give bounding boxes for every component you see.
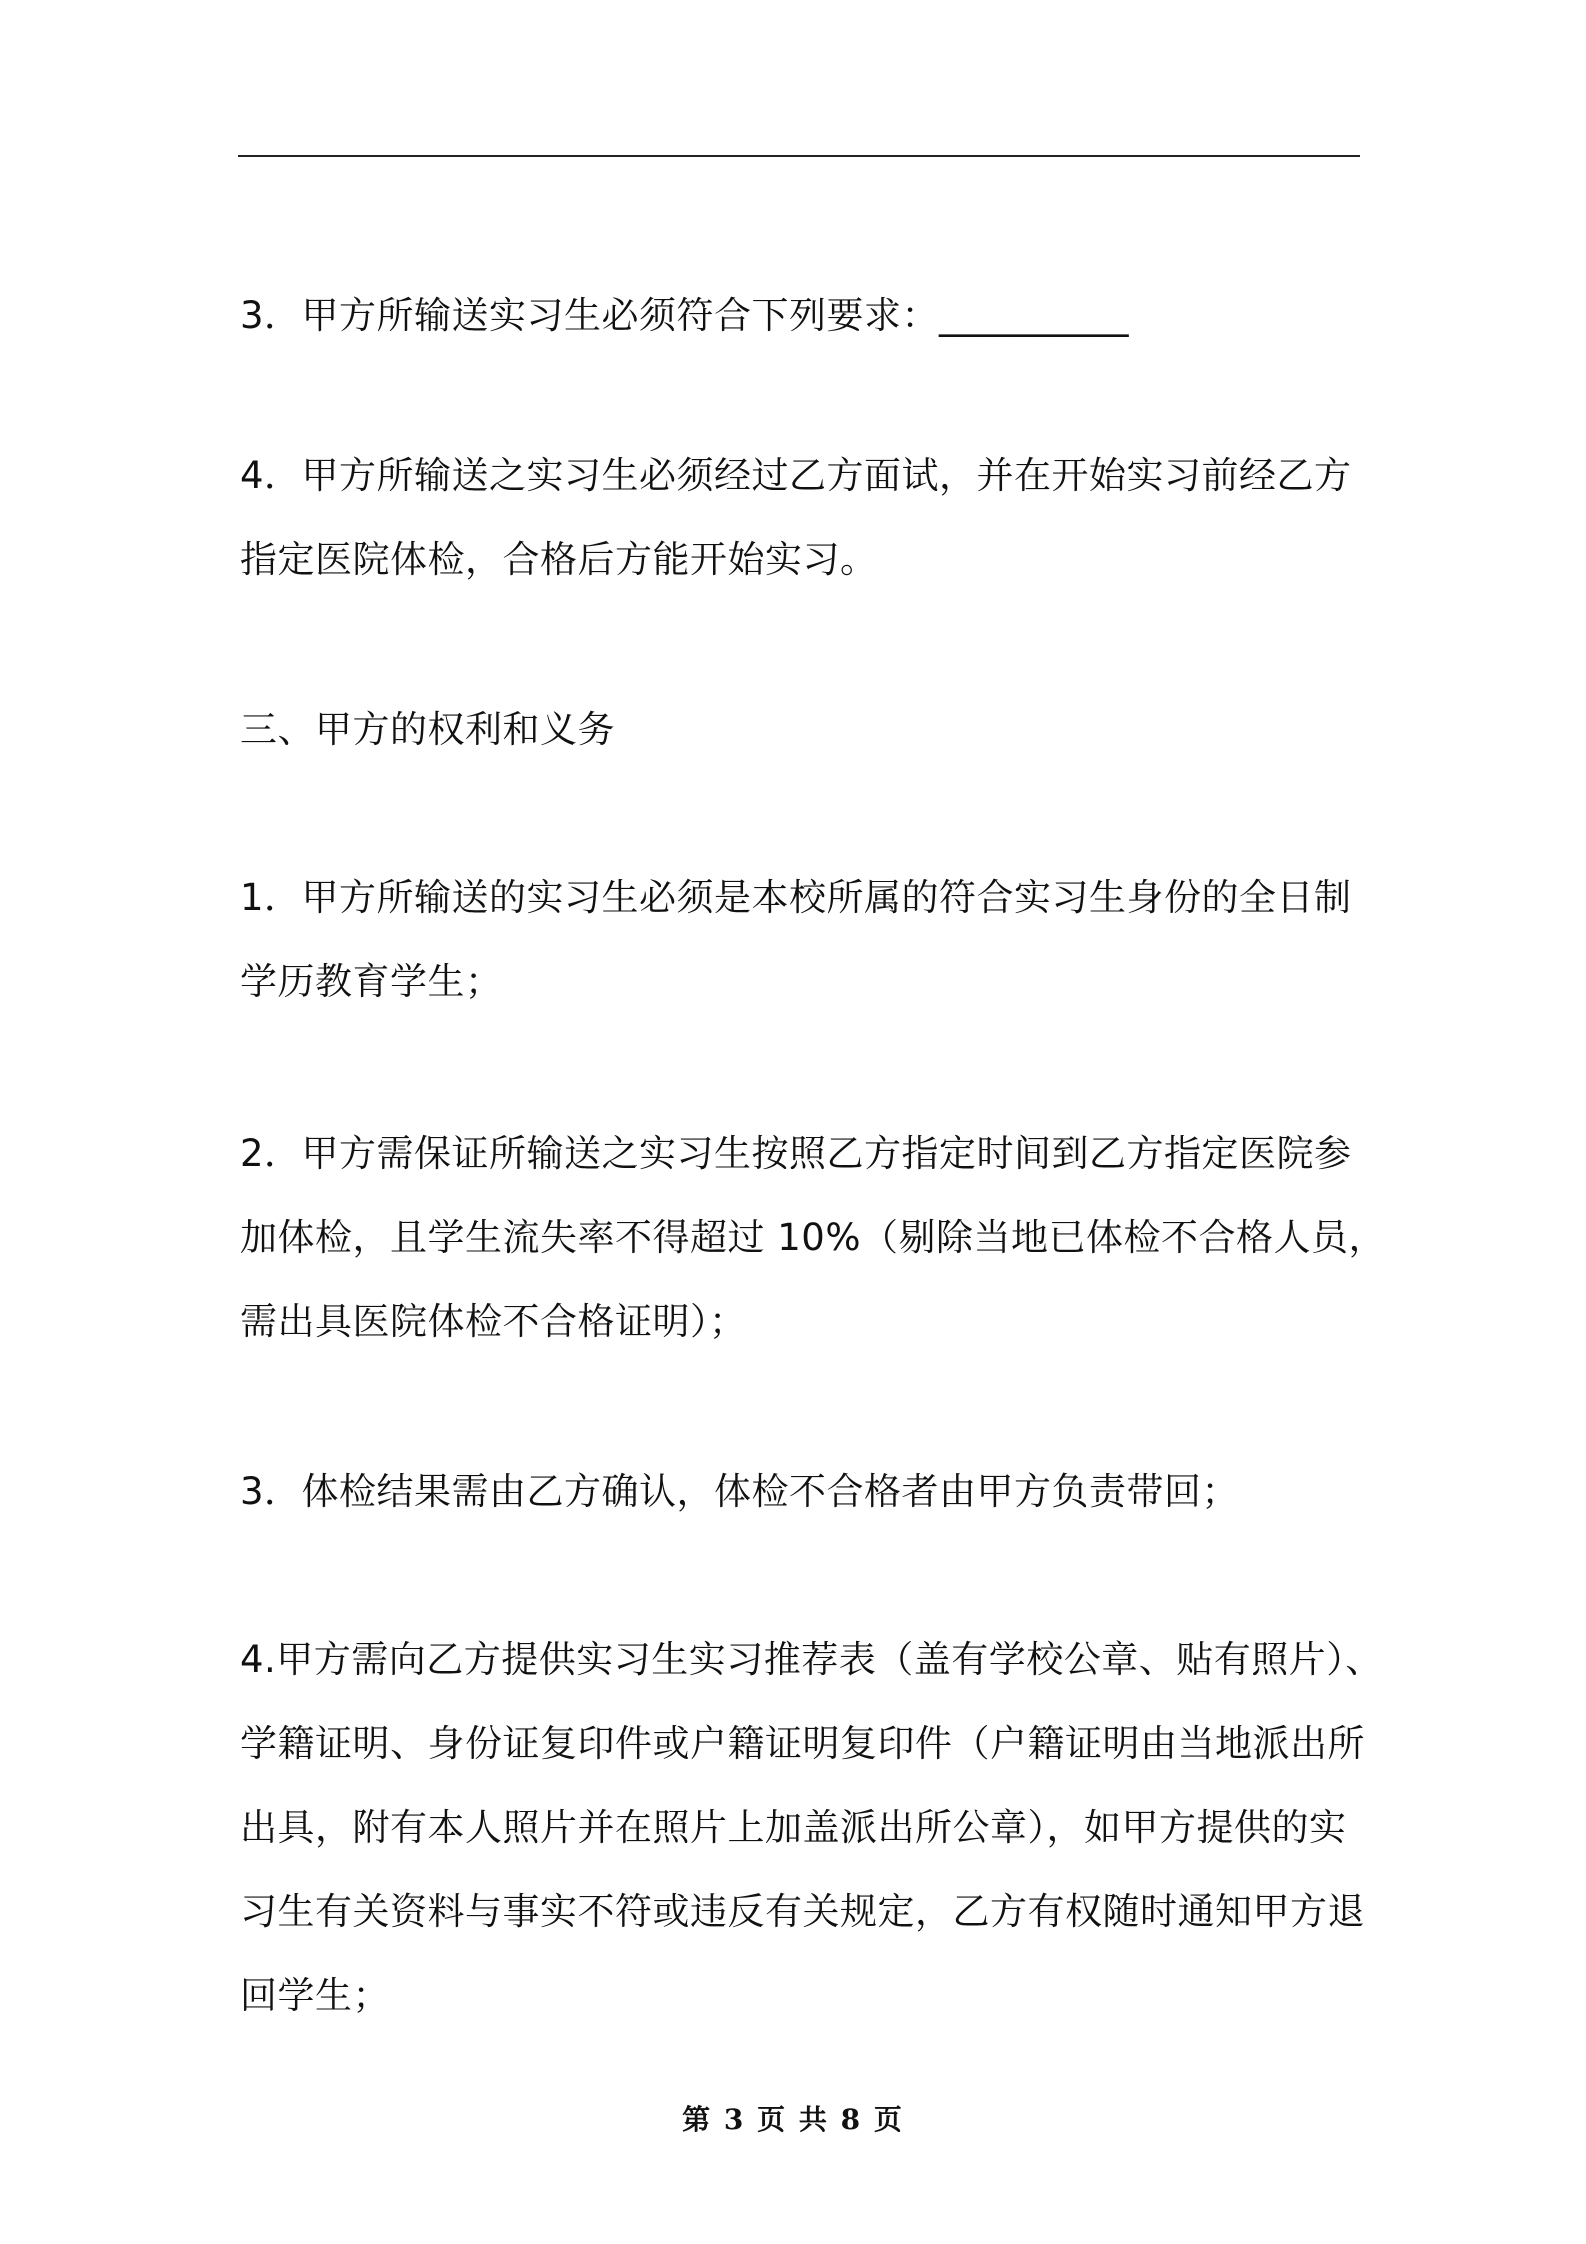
paragraph-requirements bbox=[240, 274, 1365, 358]
paragraph-interview-checkup bbox=[240, 434, 1365, 602]
text-line: 1．甲方所输送的实习生必须是本校所属的符合实习生身份的全日制 bbox=[240, 876, 1352, 919]
text-line: 学历教育学生； bbox=[240, 960, 503, 1003]
text-line: 回学生； bbox=[240, 1974, 390, 2017]
text-line: 加体检，且学生流失率不得超过 10%（剔除当地已体检不合格人员， bbox=[240, 1216, 1386, 1259]
text-line: 指定医院体检，合格后方能开始实习。 bbox=[240, 538, 878, 581]
text-line: 3．体检结果需由乙方确认，体检不合格者由甲方负责带回； bbox=[240, 1470, 1240, 1513]
paragraph-item-3 bbox=[240, 1450, 1365, 1534]
text-line: 出具，附有本人照片并在照片上加盖派出所公章），如甲方提供的实 bbox=[240, 1806, 1347, 1849]
text-line: 3．甲方所输送实习生必须符合下列要求：__________ bbox=[240, 294, 1130, 337]
header-rule bbox=[238, 155, 1360, 157]
text-line: 学籍证明、身份证复印件或户籍证明复印件（户籍证明由当地派出所 bbox=[240, 1722, 1365, 1765]
paragraph-item-2 bbox=[240, 1112, 1386, 1364]
text-line: 2．甲方需保证所输送之实习生按照乙方指定时间到乙方指定医院参 bbox=[240, 1132, 1352, 1175]
text-line: 4.甲方需向乙方提供实习生实习推荐表（盖有学校公章、贴有照片）、 bbox=[240, 1638, 1383, 1681]
text-line: 需出具医院体检不合格证明）； bbox=[240, 1300, 747, 1343]
section-heading bbox=[240, 688, 1365, 772]
paragraph-item-4 bbox=[240, 1618, 1383, 2038]
paragraph-item-1 bbox=[240, 856, 1365, 1024]
page-number-footer: 第 3 页 共 8 页 bbox=[682, 2103, 904, 2136]
text-line: 习生有关资料与事实不符或违反有关规定，乙方有权随时通知甲方退 bbox=[240, 1890, 1365, 1933]
text-line: 4．甲方所输送之实习生必须经过乙方面试，并在开始实习前经乙方 bbox=[240, 454, 1352, 497]
text-line: 三、甲方的权利和义务 bbox=[240, 708, 615, 751]
